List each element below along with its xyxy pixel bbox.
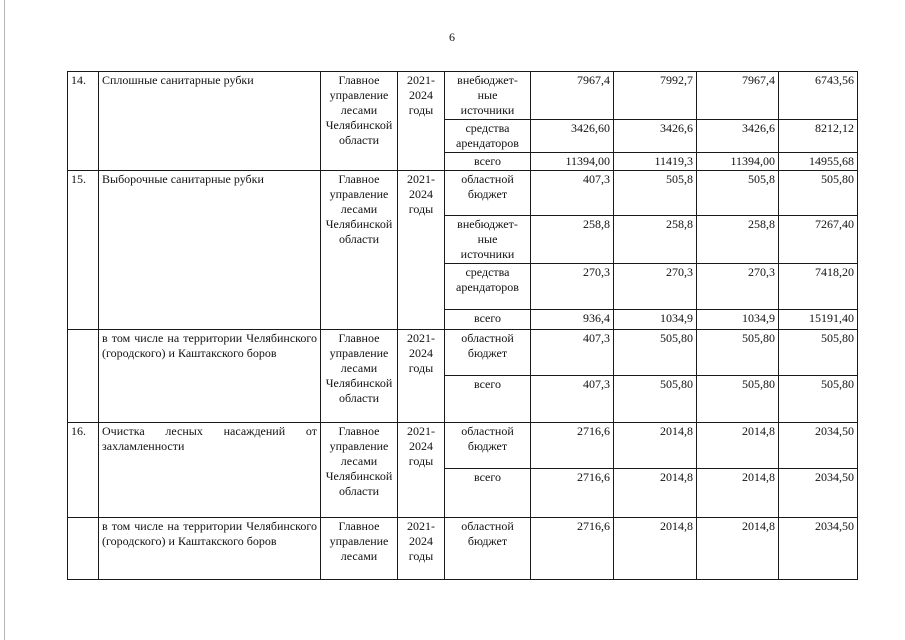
amount-cell: 14955,68: [779, 153, 858, 171]
funding-source-line: областной: [461, 519, 514, 533]
amount-cell: 258,8: [614, 216, 697, 264]
period-line: 2021-: [407, 73, 435, 87]
org-line: Челябинской: [325, 376, 393, 390]
item-name: Очистка лесных насаждений от захламленности: [99, 423, 321, 518]
funding-source-line: средства: [465, 121, 510, 135]
funding-source-line: ные: [477, 232, 498, 246]
amount-cell: 7967,4: [531, 72, 614, 120]
period-line: 2024: [409, 439, 433, 453]
funding-source-line: арендаторов: [456, 136, 519, 150]
amount-cell: 15191,40: [779, 310, 858, 330]
amount-cell: 258,8: [531, 216, 614, 264]
amount-cell: 7992,7: [614, 72, 697, 120]
amount-cell: 270,3: [531, 264, 614, 310]
org-line: области: [338, 133, 380, 147]
funding-source: [445, 310, 531, 330]
amount-cell: 505,80: [614, 330, 697, 376]
period-line: годы: [408, 103, 434, 117]
period-line: годы: [408, 549, 434, 563]
amount-cell: 11419,3: [614, 153, 697, 171]
amount-cell: 2014,8: [614, 469, 697, 518]
page-number: 6: [449, 30, 455, 44]
org-line: лесами: [340, 361, 378, 375]
org-line: области: [338, 391, 380, 405]
responsible-org: [321, 423, 398, 518]
item-name: в том числе на территории Челябинского (городского) и Каштакского боров: [99, 330, 321, 423]
funding-source: [445, 171, 531, 216]
table-row: [68, 423, 858, 469]
org-line: Главное: [338, 519, 380, 533]
org-line: области: [338, 232, 380, 246]
amount-cell: 505,80: [614, 376, 697, 423]
budget-table: [67, 71, 858, 580]
amount-cell: 7967,4: [697, 72, 779, 120]
funding-source-line: арендаторов: [456, 280, 519, 294]
amount-cell: 2034,50: [779, 469, 858, 518]
responsible-org: [321, 72, 398, 171]
amount-cell: 2716,6: [531, 518, 614, 580]
amount-cell: 505,80: [697, 376, 779, 423]
funding-source-line: бюджет: [467, 534, 508, 548]
item-number: 15.: [68, 171, 99, 330]
period-line: годы: [408, 361, 434, 375]
funding-source: [445, 423, 531, 469]
amount-cell: 2014,8: [614, 518, 697, 580]
org-line: Челябинской: [325, 217, 393, 231]
period-line: 2021-: [407, 172, 435, 186]
amount-cell: 2716,6: [531, 423, 614, 469]
amount-cell: 3426,6: [614, 120, 697, 153]
funding-source-line: всего: [473, 154, 502, 168]
org-line: Челябинской: [325, 469, 393, 483]
responsible-org: [321, 518, 398, 580]
org-line: Главное: [338, 424, 380, 438]
amount-cell: 505,8: [614, 171, 697, 216]
funding-source-line: областной: [461, 172, 514, 186]
funding-source: [445, 469, 531, 518]
period: [398, 518, 445, 580]
amount-cell: 2034,50: [779, 518, 858, 580]
table-row: [68, 171, 858, 216]
org-line: управление: [329, 346, 389, 360]
period-line: 2021-: [407, 424, 435, 438]
amount-cell: 407,3: [531, 330, 614, 376]
org-line: управление: [329, 439, 389, 453]
funding-source: [445, 264, 531, 310]
org-line: лесами: [340, 549, 378, 563]
org-line: управление: [329, 187, 389, 201]
amount-cell: 11394,00: [697, 153, 779, 171]
amount-cell: 407,3: [531, 171, 614, 216]
amount-cell: 270,3: [614, 264, 697, 310]
period-line: 2021-: [407, 519, 435, 533]
amount-cell: 7418,20: [779, 264, 858, 310]
table-row: [68, 72, 858, 120]
funding-source: [445, 330, 531, 376]
org-line: Главное: [338, 172, 380, 186]
funding-source: [445, 216, 531, 264]
org-line: области: [338, 484, 380, 498]
amount-cell: 2014,8: [697, 423, 779, 469]
amount-cell: 1034,9: [614, 310, 697, 330]
funding-source-line: ные: [477, 88, 498, 102]
amount-cell: 407,3: [531, 376, 614, 423]
period: [398, 423, 445, 518]
responsible-org: [321, 171, 398, 330]
amount-cell: 505,80: [779, 376, 858, 423]
period-line: 2024: [409, 88, 433, 102]
amount-cell: 3426,6: [697, 120, 779, 153]
funding-source-line: бюджет: [467, 439, 508, 453]
item-number: [68, 518, 99, 580]
table-row: [68, 330, 858, 376]
period: [398, 330, 445, 423]
period: [398, 171, 445, 330]
amount-cell: 270,3: [697, 264, 779, 310]
org-line: управление: [329, 88, 389, 102]
funding-source-line: средства: [465, 265, 510, 279]
funding-source-line: источники: [460, 247, 515, 261]
period-line: 2024: [409, 187, 433, 201]
amount-cell: 505,80: [697, 330, 779, 376]
amount-cell: 258,8: [697, 216, 779, 264]
amount-cell: 8212,12: [779, 120, 858, 153]
funding-source-line: всего: [473, 470, 502, 484]
period: [398, 72, 445, 171]
funding-source-line: внебюджет-: [457, 217, 518, 231]
item-number: 14.: [68, 72, 99, 171]
amount-cell: 505,8: [697, 171, 779, 216]
item-name: в том числе на территории Челябинского (городского) и Каштакского боров: [99, 518, 321, 580]
funding-source-line: источники: [460, 103, 515, 117]
amount-cell: 3426,60: [531, 120, 614, 153]
amount-cell: 7267,40: [779, 216, 858, 264]
period-line: годы: [408, 454, 434, 468]
item-name: Сплошные санитарные рубки: [99, 72, 321, 171]
org-line: Главное: [338, 331, 380, 345]
period-line: 2021-: [407, 331, 435, 345]
funding-source-line: областной: [461, 331, 514, 345]
amount-cell: 1034,9: [697, 310, 779, 330]
responsible-org: [321, 330, 398, 423]
period-line: 2024: [409, 346, 433, 360]
funding-source: [445, 153, 531, 171]
org-line: лесами: [340, 103, 378, 117]
org-line: Челябинской: [325, 118, 393, 132]
funding-source: [445, 72, 531, 120]
funding-source-line: всего: [473, 311, 502, 325]
funding-source: [445, 120, 531, 153]
amount-cell: 6743,56: [779, 72, 858, 120]
org-line: лесами: [340, 202, 378, 216]
amount-cell: 2034,50: [779, 423, 858, 469]
amount-cell: 2014,8: [614, 423, 697, 469]
amount-cell: 2014,8: [697, 518, 779, 580]
org-line: лесами: [340, 454, 378, 468]
org-line: управление: [329, 534, 389, 548]
page-edge-line: [4, 0, 5, 640]
funding-source: [445, 376, 531, 423]
amount-cell: 11394,00: [531, 153, 614, 171]
period-line: 2024: [409, 534, 433, 548]
amount-cell: 505,80: [779, 330, 858, 376]
funding-source-line: бюджет: [467, 346, 508, 360]
funding-source-line: бюджет: [467, 187, 508, 201]
amount-cell: 2716,6: [531, 469, 614, 518]
table-row: [68, 518, 858, 580]
item-number: [68, 330, 99, 423]
item-name: Выборочные санитарные рубки: [99, 171, 321, 330]
funding-source-line: всего: [473, 377, 502, 391]
funding-source-line: внебюджет-: [457, 73, 518, 87]
amount-cell: 2014,8: [697, 469, 779, 518]
funding-source-line: областной: [461, 424, 514, 438]
org-line: Главное: [338, 73, 380, 87]
funding-source: [445, 518, 531, 580]
amount-cell: 505,80: [779, 171, 858, 216]
period-line: годы: [408, 202, 434, 216]
amount-cell: 936,4: [531, 310, 614, 330]
item-number: 16.: [68, 423, 99, 518]
